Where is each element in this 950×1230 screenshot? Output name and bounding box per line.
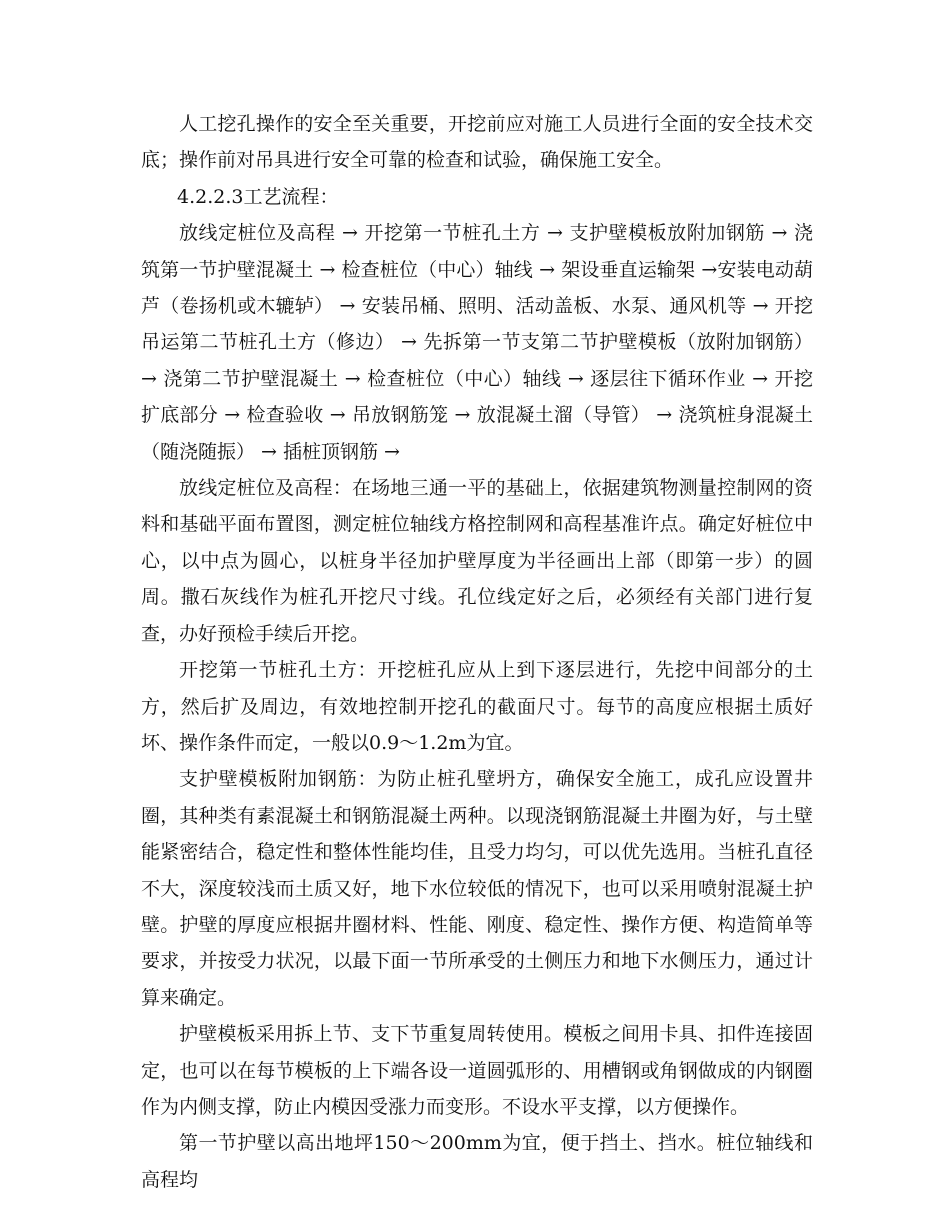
- section-heading: 4.2.2.3工艺流程：: [177, 185, 339, 208]
- paragraph-formwork: 支护壁模板附加钢筋：为防止桩孔壁坍方，确保安全施工，成孔应设置井圈，其种类有素混凝土和钢筋混凝土两种。以现浇钢筋混凝土井圈为好，与土壁能紧密结合，稳定性和整体性能均佳，且受力均匀，可以优先选用。当桩孔直径不大，深度较浅而土质又好，地下水位较低的情况下，也可以采用喷射混凝土护壁。护壁的厚度应根据井圈材料、性能、刚度、稳定性、操作方便、构造简单等要求，并按受力状况，以最下面一节所承受的土侧压力和地下水侧压力，通过计算来确定。: [141, 768, 813, 1009]
- paragraph-excavation: 开挖第一节桩孔土方：开挖桩孔应从上到下逐层进行，先挖中间部分的土方，然后扩及周边，有效地控制开挖孔的截面尺寸。每节的高度应根据土质好坏、操作条件而定，一般以0.9～1.2m为宜。: [141, 659, 813, 754]
- document-page: [141, 106, 813, 1198]
- paragraph-formwork-reuse: 护壁模板采用拆上节、支下节重复周转使用。模板之间用卡具、扣件连接固定，也可以在每节模板的上下端各设一道圆弧形的、用槽钢或角钢做成的内钢圈作为内侧支撑，防止内模因受涨力而变形。不设水平支撑，以方便操作。: [141, 1023, 813, 1118]
- paragraph-safety: 人工挖孔操作的安全至关重要，开挖前应对施工人员进行全面的安全技术交底；操作前对吊具进行安全可靠的检查和试验，确保施工安全。: [141, 113, 813, 172]
- paragraph-first-section: 第一节护壁以高出地坪150～200mm为宜，便于挡土、挡水。桩位轴线和高程均: [141, 1132, 813, 1191]
- process-flow: 放线定桩位及高程 → 开挖第一节桩孔土方 → 支护壁模板放附加钢筋 → 浇筑第一节护壁混凝土 → 检查桩位（中心）轴线 → 架设垂直运输架 →安装电动葫芦（卷扬机或木辘轳） → 安装吊桶、照明、活动盖板、水泵、通风机等 → 开挖吊运第二节桩孔土方（修边） → 先拆第一节支第二节护壁模板（放附加钢筋） → 浇第二节护壁混凝土 → 检查桩位（中心）轴线 → 逐层往下循环作业 → 开挖扩底部分 → 检查验收 → 吊放钢筋笼 → 放混凝土溜（导管） → 浇筑桩身混凝土（随浇随振） → 插桩顶钢筋 →: [141, 222, 813, 463]
- paragraph-layout: 放线定桩位及高程：在场地三通一平的基础上，依据建筑物测量控制网的资料和基础平面布置图，测定桩位轴线方格控制网和高程基准许点。确定好桩位中心，以中点为圆心，以桩身半径加护壁厚度为半径画出上部（即第一步）的圆周。撒石灰线作为桩孔开挖尺寸线。孔位线定好之后，必须经有关部门进行复查，办好预检手续后开挖。: [141, 477, 813, 645]
